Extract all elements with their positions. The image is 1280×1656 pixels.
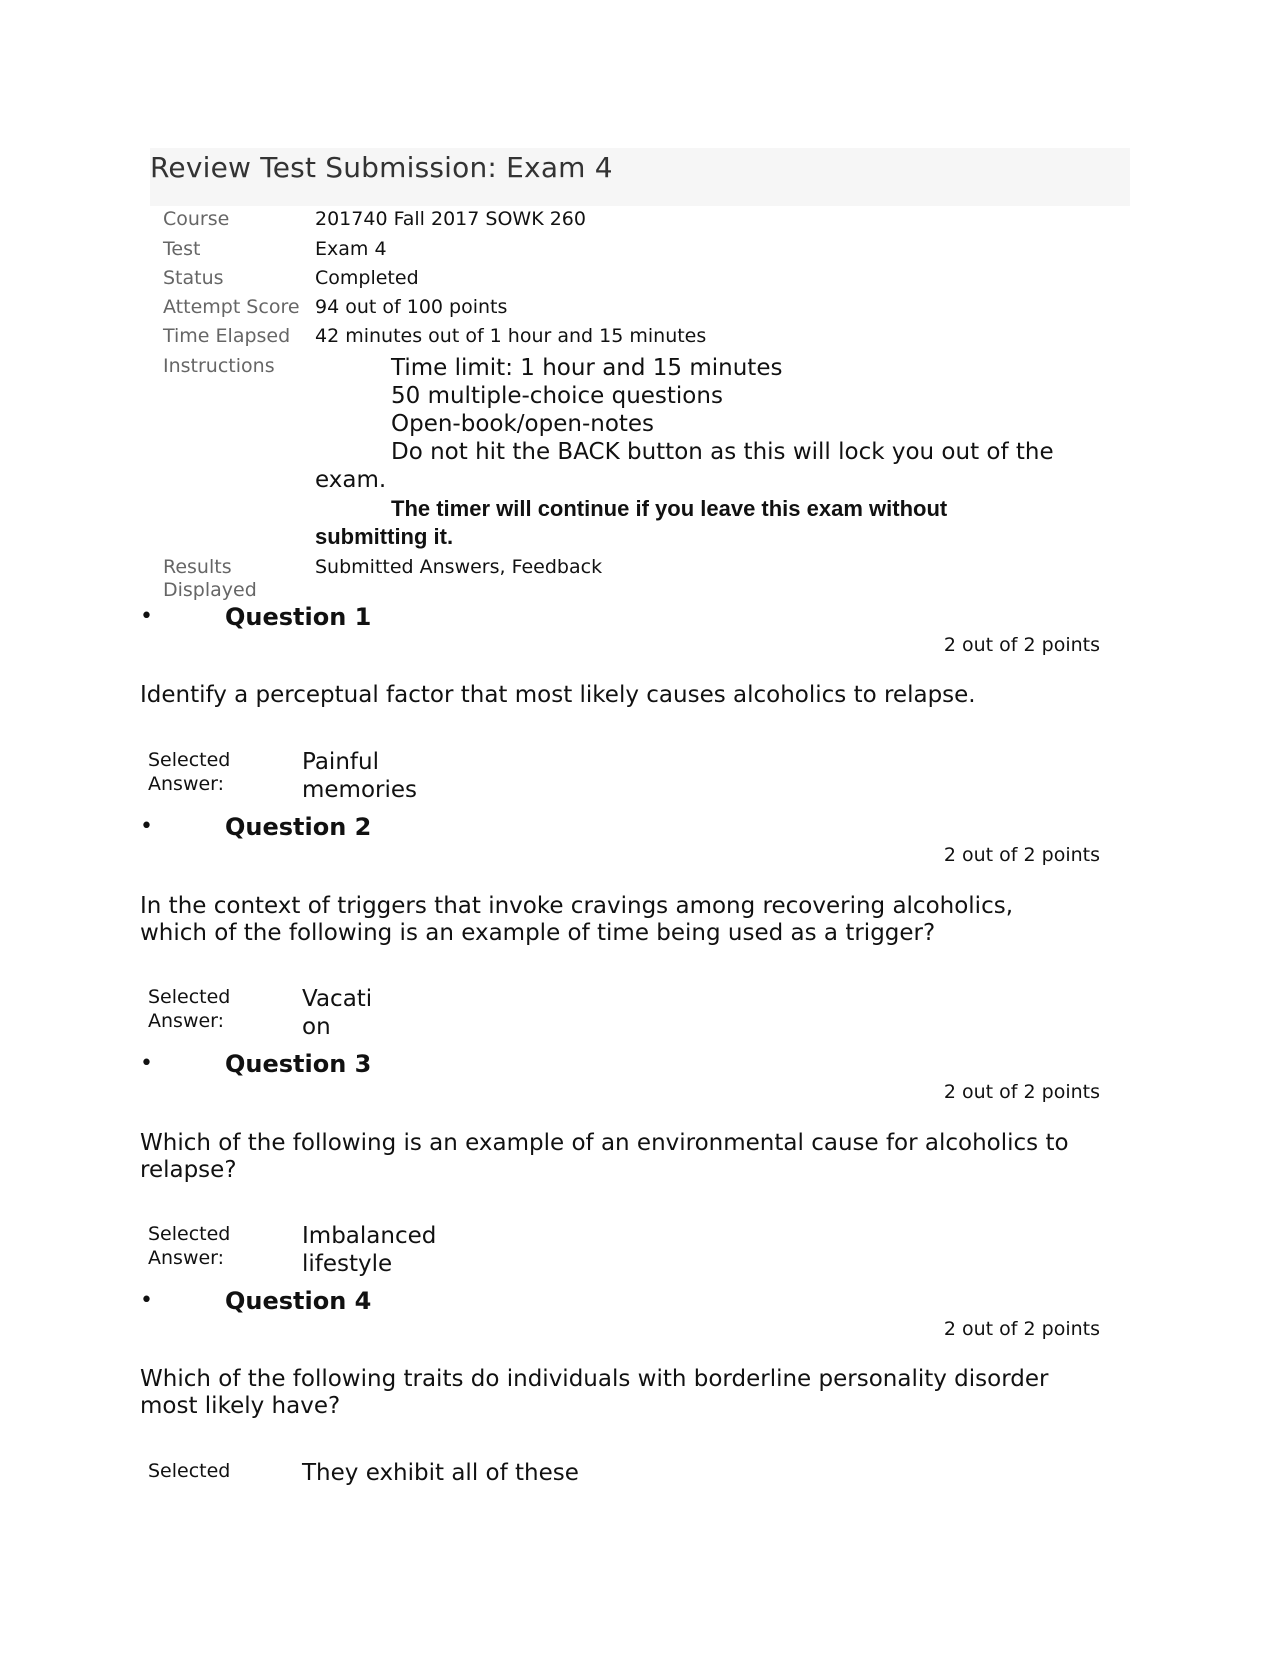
results-label-line: Results — [163, 556, 232, 578]
question-text-line: relapse? — [140, 1157, 237, 1183]
answer-line: Vacati — [302, 986, 373, 1012]
selected-label-line: Answer: — [148, 1010, 225, 1032]
selected-answer-label — [148, 1459, 258, 1483]
question-text-line: In the context of triggers that invoke cravings among recovering alcoholics, — [140, 893, 1014, 919]
instruction-warning: The timer will continue if you leave this exam without — [391, 496, 948, 521]
question-text-line: most likely have? — [140, 1393, 341, 1419]
results-label — [163, 556, 313, 602]
results-label-line: Displayed — [163, 579, 257, 601]
instruction-line: exam. — [315, 467, 387, 493]
selected-answer — [302, 985, 372, 1041]
answer-line: memories — [302, 777, 418, 803]
question-text — [140, 1130, 1080, 1184]
question-title: Question 2 — [225, 813, 372, 841]
selected-label-line: Answer: — [148, 773, 225, 795]
question-text — [140, 1366, 1080, 1420]
question-points: 2 out of 2 points — [943, 1318, 1100, 1340]
selected-answer-label — [148, 1222, 258, 1270]
test-label: Test — [163, 238, 201, 260]
selected-answer-label — [148, 748, 258, 796]
instruction-line: Open-book/open-notes — [391, 411, 655, 437]
selected-label-line: Answer: — [148, 1247, 225, 1269]
elapsed-label: Time Elapsed — [163, 325, 291, 347]
status-label: Status — [163, 267, 224, 289]
answer-line: They exhibit all of these — [302, 1460, 579, 1486]
score-value: 94 out of 100 points — [315, 296, 508, 318]
selected-answer — [302, 748, 417, 804]
bullet-icon: • — [140, 604, 153, 629]
answer-line: on — [302, 1014, 331, 1040]
selected-answer — [302, 1222, 436, 1278]
bullet-icon: • — [140, 814, 153, 839]
question-title: Question 4 — [225, 1287, 372, 1315]
question-points: 2 out of 2 points — [943, 634, 1100, 656]
selected-label-line: Selected — [148, 1460, 231, 1482]
question-text — [140, 893, 1080, 947]
answer-line: Imbalanced — [302, 1223, 437, 1249]
instruction-line: 50 multiple-choice questions — [391, 383, 723, 409]
question-title: Question 3 — [225, 1050, 372, 1078]
question-points: 2 out of 2 points — [943, 1081, 1100, 1103]
instruction-warning: submitting it. — [315, 524, 454, 549]
results-value: Submitted Answers, Feedback — [315, 556, 603, 578]
selected-answer-label — [148, 985, 258, 1033]
score-label: Attempt Score — [163, 296, 300, 318]
selected-label-line: Selected — [148, 749, 231, 771]
status-value: Completed — [315, 267, 419, 289]
elapsed-value: 42 minutes out of 1 hour and 15 minutes — [315, 325, 707, 347]
title-bar — [150, 148, 1130, 206]
selected-label-line: Selected — [148, 1223, 231, 1245]
instruction-line: Do not hit the BACK button as this will lock you out of the — [391, 439, 1054, 465]
bullet-icon: • — [140, 1051, 153, 1076]
question-text — [140, 682, 1080, 709]
selected-label-line: Selected — [148, 986, 231, 1008]
instruction-line: Time limit: 1 hour and 15 minutes — [391, 355, 783, 381]
question-text-line: Which of the following is an example of an environmental cause for alcoholics to — [140, 1130, 1069, 1156]
course-value: 201740 Fall 2017 SOWK 260 — [315, 208, 586, 230]
instructions-label: Instructions — [163, 355, 275, 377]
course-label: Course — [163, 208, 230, 230]
question-points: 2 out of 2 points — [943, 844, 1100, 866]
selected-answer — [302, 1459, 579, 1487]
page-title: Review Test Submission: Exam 4 — [150, 151, 613, 184]
question-title: Question 1 — [225, 603, 372, 631]
answer-line: lifestyle — [302, 1251, 393, 1277]
question-text-line: Which of the following traits do individuals with borderline personality disorder — [140, 1366, 1049, 1392]
test-value: Exam 4 — [315, 238, 387, 260]
question-text-line: Identify a perceptual factor that most likely causes alcoholics to relapse. — [140, 682, 976, 708]
answer-line: Painful — [302, 749, 379, 775]
bullet-icon: • — [140, 1288, 153, 1313]
question-text-line: which of the following is an example of time being used as a trigger? — [140, 920, 936, 946]
